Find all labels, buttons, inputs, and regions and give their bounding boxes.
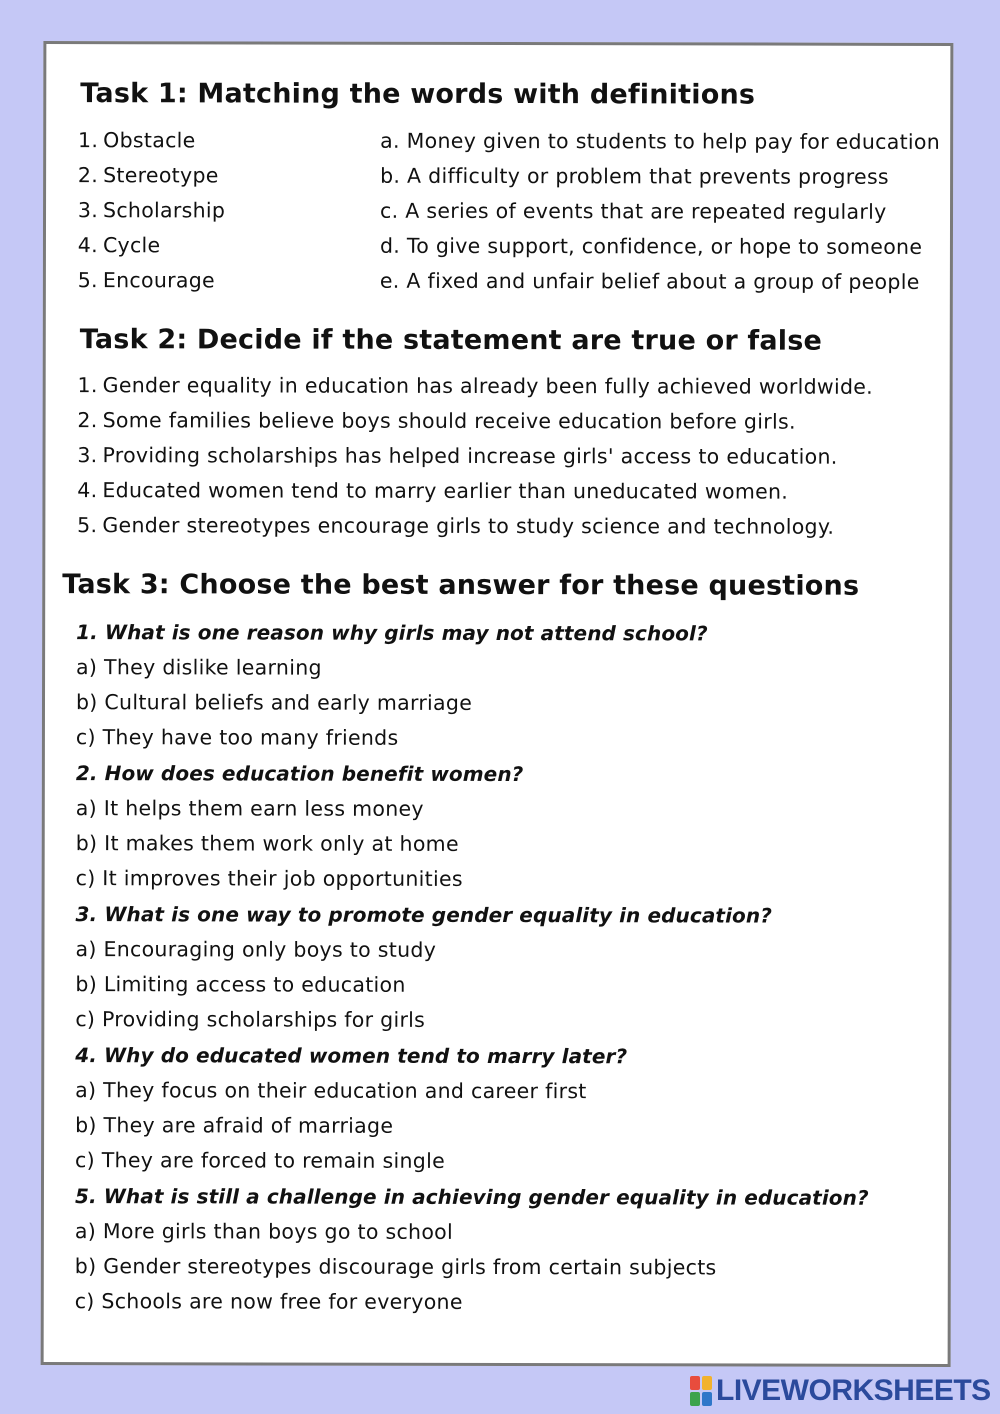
task3-option: b) They are afraid of marriage	[75, 1113, 394, 1138]
brand-name: LIVEWORKSHEETS	[716, 1374, 991, 1407]
liveworksheets-icon	[690, 1376, 712, 1406]
task3-question: 3. What is one way to promote gender equality in education?	[75, 902, 772, 928]
task3-option: a) More girls than boys go to school	[74, 1219, 454, 1244]
liveworksheets-logo[interactable]	[690, 1374, 991, 1408]
task1-definition: c. A series of events that are repeated regularly	[380, 198, 887, 224]
task1-definition: e. A fixed and unfair belief about a group of people	[379, 268, 920, 294]
task3-question: 1. What is one reason why girls may not attend school?	[76, 620, 708, 646]
task3-option: b) Gender stereotypes discourage girls from certain subjects	[74, 1254, 717, 1280]
task3-option: a) It helps them earn less money	[75, 796, 424, 821]
task2-title: Task 2: Decide if the statement are true or false	[79, 324, 823, 357]
task3-question: 4. Why do educated women tend to marry later?	[75, 1043, 628, 1069]
task1-definition: a. Money given to students to help pay for education	[380, 128, 941, 154]
task3-option: b) It makes them work only at home	[75, 831, 459, 856]
task3-option: c) Schools are now free for everyone	[74, 1289, 463, 1314]
task3-option: b) Limiting access to education	[75, 972, 406, 997]
task3-option: a) They dislike learning	[76, 655, 322, 680]
task3-question: 5. What is still a challenge in achieving gender equality in education?	[74, 1184, 869, 1210]
task3-option: c) Providing scholarships for girls	[75, 1007, 426, 1032]
worksheet-page: Task 1: Matching the words with definitions 1. Obstacle 2. Stereotype 3. Scholarship 4. Cycle 5. Encourage a. Money given to students to help pay for education b. A difficulty or problem that prevents progress c. A series of events that are repeated regularly d. To give support, confidence, or hope to someone e. A fixed and unfair belief about a group of people Task 2: Decide if the statement are true or false 1. Gender equality in education has already been fully achieved worldwide. 2. Some families believe boys should receive education before girls. 3. Providing scholarships has helped increase girls' access to education. 4. Educated women tend to marry earlier than uneducated women. 5. Gender stereotypes encourage girls to study science and technology. Task 3: Choose the best answer for these questions 1. What is one reason why girls may not attend school? a) They dislike learning b) Cultural beliefs and early marriage c) They have too many friends 2. How does education benefit women? a) It helps them earn less money b) It makes them work only at home c) It improves their job opportunities 3. What is one way to promote gender equality in education? a) Encouraging only boys to study b) Limiting access to education c) Providing scholarships for girls 4. Why do educated women tend to marry later? a) They focus on their education and career first b) They are afraid of marriage c) They are forced to remain single 5. What is still a challenge in achieving gender equality in education? a) More girls than boys go to school b) Gender stereotypes discourage girls from certain subjects c) Schools are now free for everyone	[41, 41, 954, 1367]
task3-title: Task 3: Choose the best answer for these questions	[62, 569, 860, 602]
task3-option: a) Encouraging only boys to study	[75, 937, 437, 962]
task3-option: c) They have too many friends	[75, 725, 399, 750]
task3-option: a) They focus on their education and career first	[75, 1078, 587, 1104]
task1-title: Task 1: Matching the words with definitions	[80, 78, 756, 111]
task3-question: 2. How does education benefit women?	[75, 761, 524, 787]
task1-definition: d. To give support, confidence, or hope to someone	[379, 233, 923, 259]
task1-definition: b. A difficulty or problem that prevents progress	[380, 163, 889, 189]
task3-option: c) They are forced to remain single	[75, 1148, 446, 1173]
task3-option: b) Cultural beliefs and early marriage	[75, 690, 473, 715]
task3-option: c) It improves their job opportunities	[75, 866, 463, 891]
